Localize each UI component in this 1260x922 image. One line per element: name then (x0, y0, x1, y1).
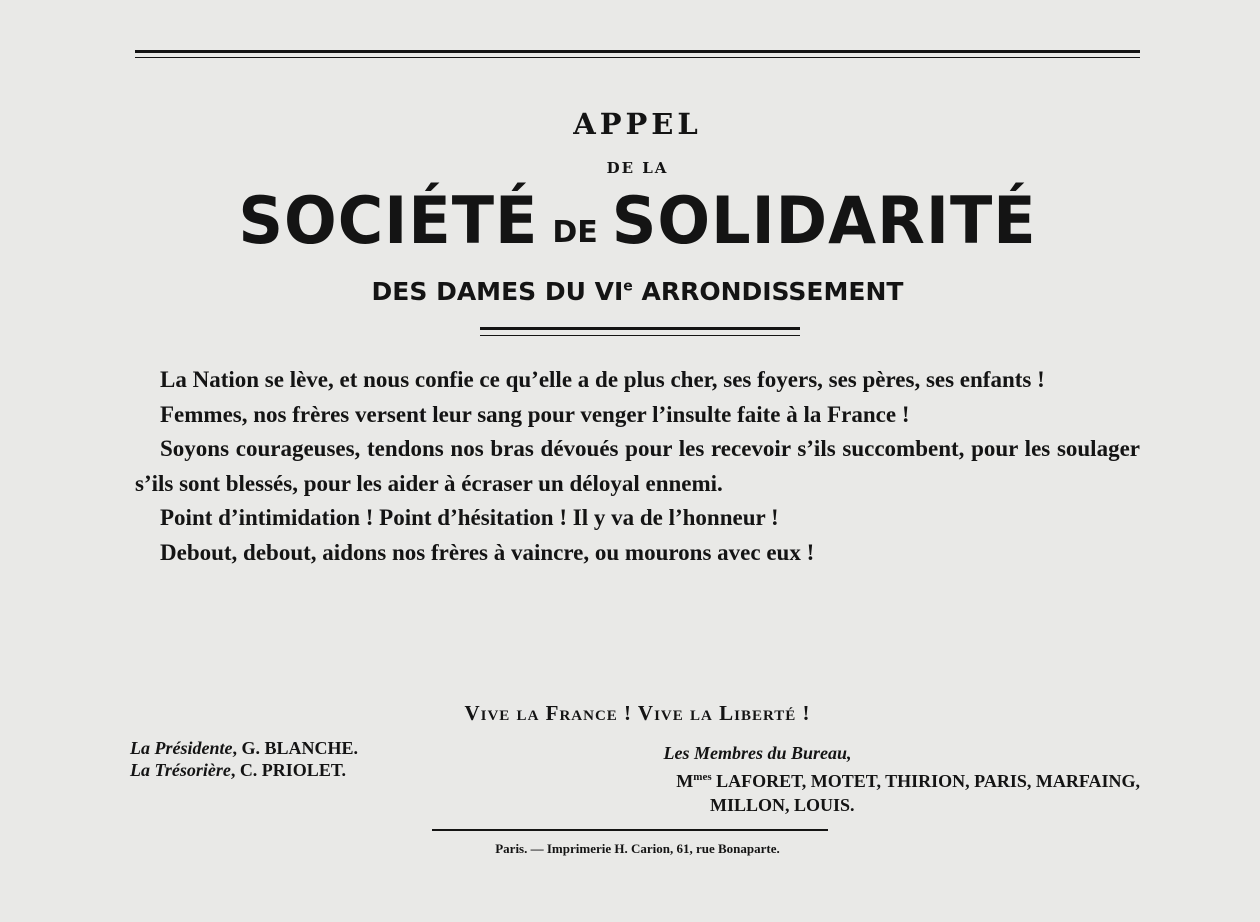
treasurer-title: La Trésorière (130, 760, 231, 780)
bureau-prefix: M (676, 771, 694, 791)
paragraph: Point d’intimidation ! Point d’hésitation ! Il y va de l’honneur ! (160, 505, 779, 530)
signature-treasurer (130, 759, 450, 781)
top-rule-thin (135, 57, 1140, 58)
vive-la-france: Vive la France ! Vive la Liberté ! (464, 701, 811, 725)
poster (130, 45, 1140, 875)
title-de: DE (552, 215, 598, 250)
bureau-names-line2: MILLON, LOUIS. (710, 795, 855, 815)
poster-subtitle (135, 277, 1140, 306)
bottom-rule (432, 829, 828, 831)
subtitle-post: ARRONDISSEMENT (632, 277, 904, 306)
subtitle-sup: e (623, 278, 633, 295)
middle-rule-thin (480, 335, 800, 336)
signatures-bureau (515, 741, 1140, 817)
bureau-prefix-sup: mes (693, 771, 712, 783)
paragraph: Soyons courageuses, tendons nos bras dévoués pour les recevoir s’ils succombent, pour les soulager s’ils sont blessés, pour les aider à écraser un déloyal ennemi. (135, 436, 1140, 496)
president-title: La Présidente (130, 738, 233, 758)
middle-rule-thick (480, 327, 800, 330)
paragraph: Femmes, nos frères versent leur sang pour venger l’insulte faite à la France ! (160, 401, 910, 427)
signatures-officers (130, 737, 450, 781)
body-text (135, 363, 1140, 570)
heading-de-la: DE LA (606, 159, 669, 177)
paragraph: La Nation se lève, et nous confie ce qu’elle a de plus cher, ses foyers, ses pères, ses enfants ! (160, 367, 1045, 392)
treasurer-name: , C. PRIOLET. (230, 760, 346, 780)
bureau-names-line1 (515, 765, 1140, 793)
imprint: Paris. — Imprimerie H. Carion, 61, rue Bonaparte. (495, 841, 780, 856)
bureau-heading: Les Membres du Bureau, (663, 743, 852, 763)
poster-title (135, 181, 1140, 261)
paragraph: Debout, debout, aidons nos frères à vaincre, ou mourons avec eux ! (160, 539, 815, 565)
president-name: , G. BLANCHE. (232, 738, 359, 758)
heading-appel: APPEL (573, 107, 702, 141)
title-solidarite: SOLIDARITÉ (611, 182, 1037, 259)
title-societe: SOCIÉTÉ (238, 182, 539, 259)
subtitle-pre: DES DAMES DU VI (371, 277, 624, 306)
signature-president (130, 737, 450, 759)
bureau-names: LAFORET, MOTET, THIRION, PARIS, MARFAING, (711, 771, 1140, 791)
top-rule-thick (135, 50, 1140, 53)
